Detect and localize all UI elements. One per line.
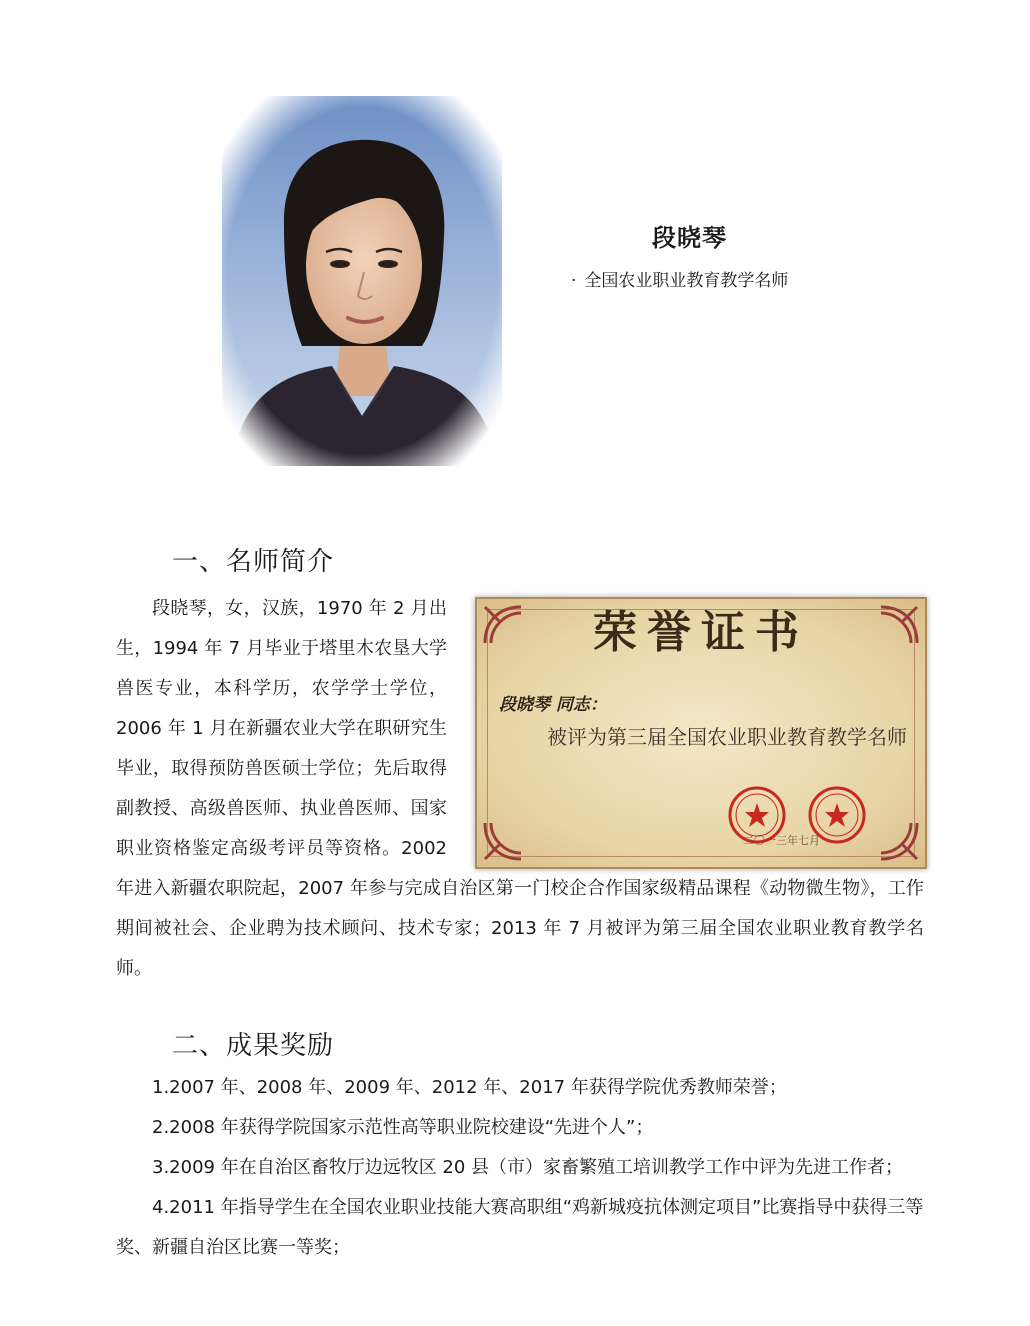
title-text: 全国农业职业教育教学名师 — [584, 271, 789, 291]
honor-certificate-image — [475, 597, 927, 869]
portrait-photo — [222, 96, 502, 466]
award-item: 4.2011 年指导学生在全国农业职业技能大赛高职组“鸡新城疫抗体测定项目”比赛指导中获得三等奖、新疆自治区比赛一等奖； — [116, 1197, 924, 1258]
title-bullet: · — [571, 271, 577, 291]
intro-heading: 一、名师简介 — [172, 547, 335, 577]
awards-list — [116, 1068, 924, 1268]
award-item: 3.2009 年在自治区畜牧厅边远牧区 20 县（市）家畜繁殖工培训教学工作中评为先进工作者； — [152, 1157, 904, 1178]
teacher-name: 段晓琴 — [652, 224, 727, 252]
awards-heading: 二、成果奖励 — [172, 1031, 335, 1061]
intro-section — [116, 589, 924, 989]
certificate-recipient: 段晓琴 同志： — [499, 695, 607, 715]
award-item: 2.2008 年获得学院国家示范性高等职业院校建设“先进个人”； — [152, 1117, 654, 1138]
award-item: 1.2007 年、2008 年、2009 年、2012 年、2017 年获得学院优秀教师荣誉； — [152, 1077, 787, 1098]
certificate-body: 被评为第三届全国农业职业教育教学名师 — [547, 725, 907, 749]
corner-ornament-icon — [481, 819, 525, 863]
teacher-title — [571, 266, 788, 291]
corner-ornament-icon — [877, 819, 921, 863]
intro-paragraph: 段晓琴，女，汉族，1970 年 2 月出生，1994 年 7 月毕业于塔里木农垦大学兽医专业，本科学历，农学学士学位，2006 年 1 月在新疆农业大学在职研究生毕业，取得预防兽医硕士学位；先后取得副教授、高级兽医师、执业兽医师、国家职业资格鉴定高级考评员等资格。2002 年进入新疆农职院起，2007 年参与完成自治区第一门校企合作国家级精品课程《动物微生物》，工作期间被社会、企业聘为技术顾问、技术专家；2013 年 7 月被评为第三届全国农业职业教育教学名师。 — [116, 598, 924, 979]
certificate-heading: 荣誉证书 — [593, 607, 809, 658]
certificate-date: 二〇一三年七月 — [743, 834, 820, 847]
